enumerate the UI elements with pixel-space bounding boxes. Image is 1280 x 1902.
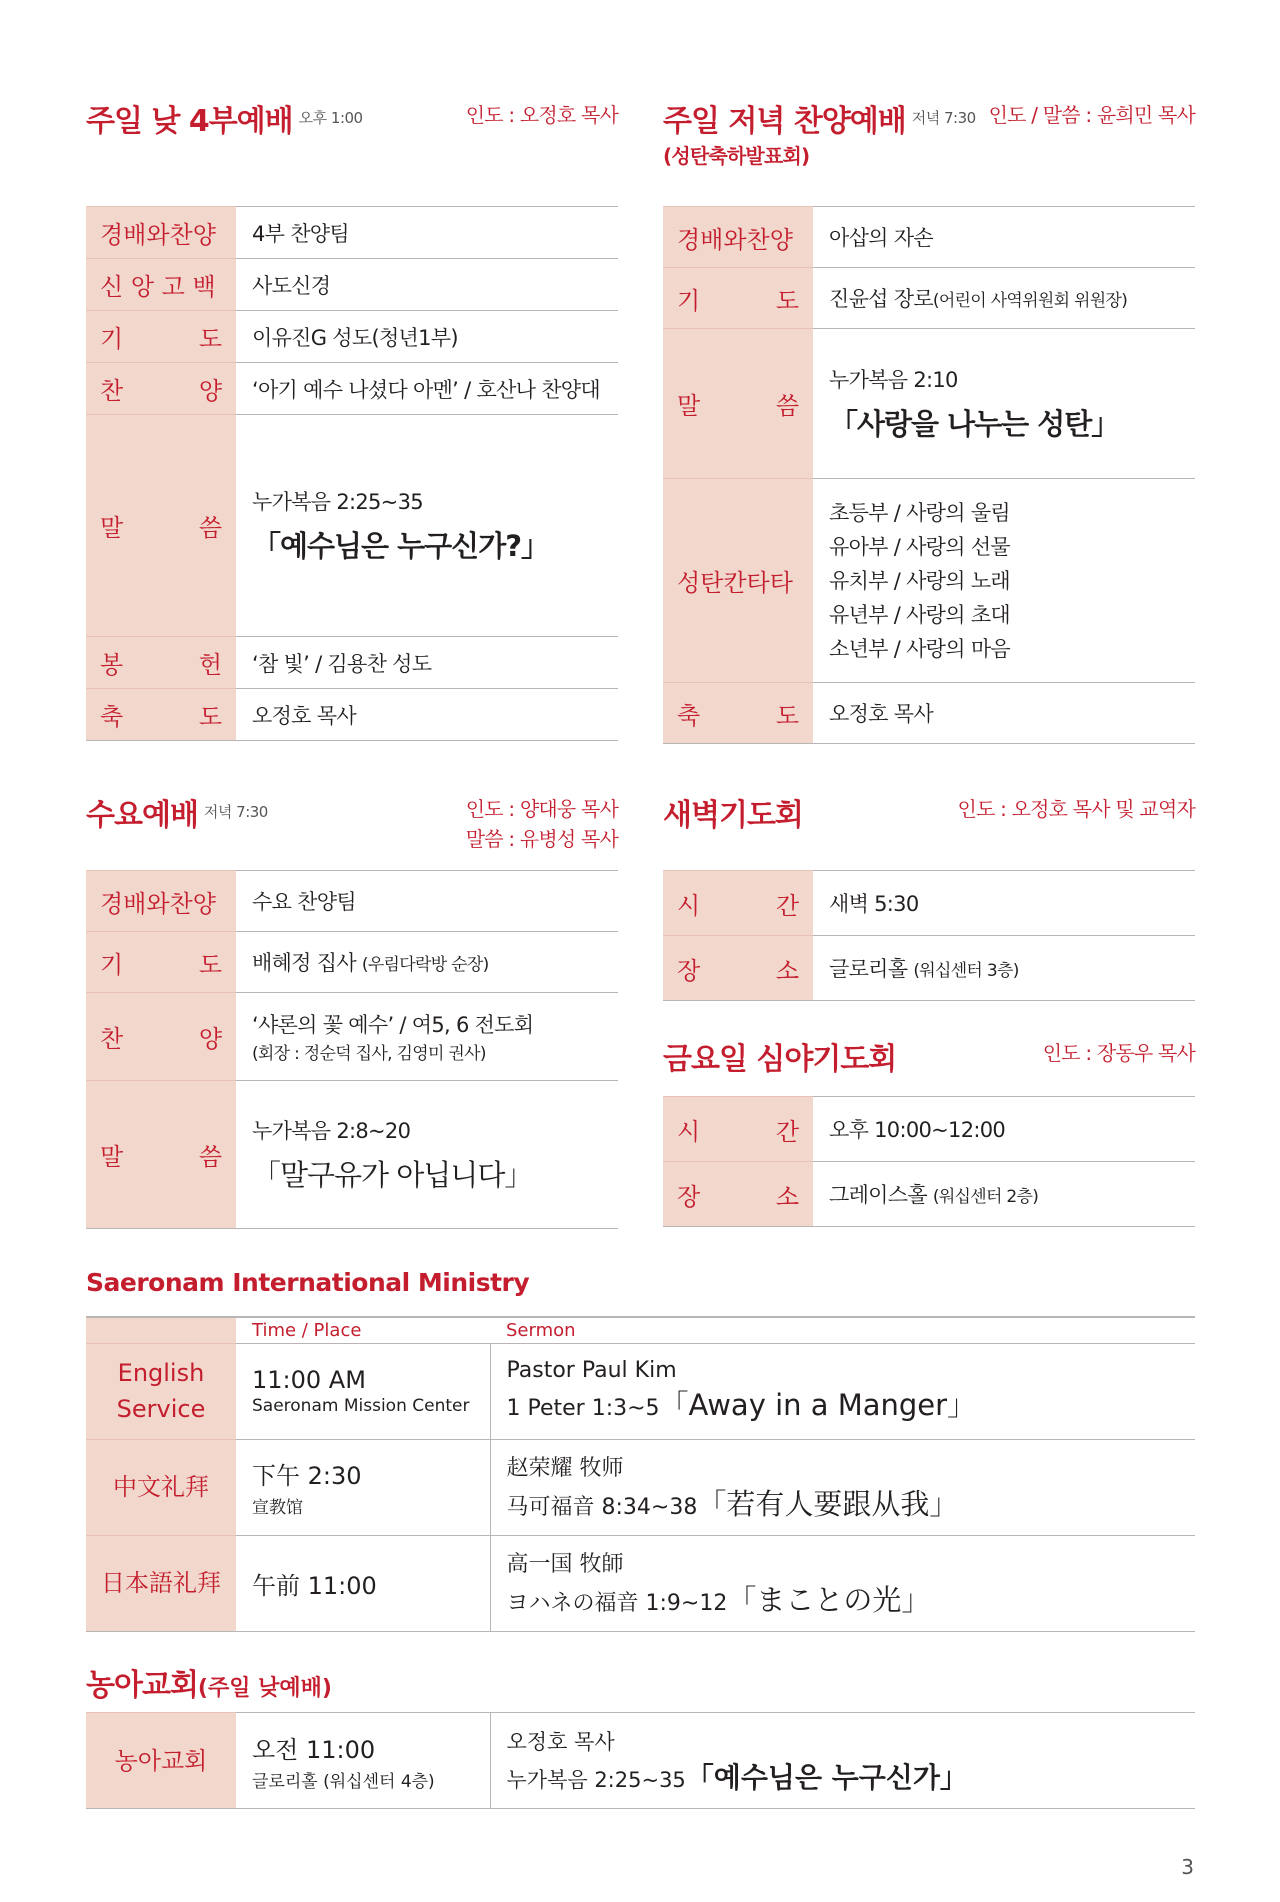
table-row (86, 1081, 618, 1229)
table-row (86, 993, 618, 1081)
table-row (86, 311, 618, 363)
row-label: 축 도 (86, 689, 236, 741)
table-row (663, 1097, 1195, 1162)
table-row (86, 363, 618, 415)
section-time: 저녁 7:30 (203, 803, 268, 821)
row-value: ‘아기 예수 나셨다 아멘’ / 호산나 찬양대 (236, 363, 618, 415)
service-label: 농아교회 (86, 1713, 236, 1809)
row-label: 찬 양 (86, 363, 236, 415)
header-time-place: Time / Place (236, 1317, 490, 1343)
row-value: 사도신경 (236, 259, 618, 311)
section-title: 금요일 심야기도회 (663, 1042, 897, 1077)
order-of-worship-table (86, 870, 618, 1229)
row-label: 경배와찬양 (86, 207, 236, 259)
international-ministry-section (86, 1268, 1195, 1632)
row-label: 기 도 (86, 932, 236, 993)
sunday-evening-service-section (663, 96, 1195, 744)
row-label: 장 소 (663, 936, 813, 1001)
table-row (86, 1439, 1195, 1535)
section-header (663, 1034, 1195, 1096)
table-row (86, 1535, 1195, 1631)
section-header (663, 96, 1195, 206)
header-sermon: Sermon (490, 1317, 1195, 1343)
sermon-title: 「말구유가 아닙니다」 (252, 1158, 533, 1192)
table-row (663, 329, 1195, 479)
row-value: 아삽의 자손 (813, 207, 1195, 268)
prayer-info-table (663, 870, 1195, 1001)
row-value: ‘샤론의 꽃 예수’ / 여5, 6 전도회 (회장 : 정순덕 집사, 김영미 권사) (236, 993, 618, 1081)
service-label: English Service (86, 1343, 236, 1439)
row-label: 경배와찬양 (663, 207, 813, 268)
cantata-item: 유치부 / 사랑의 노래 (829, 568, 1010, 593)
sermon: 高一国 牧師 ヨハネの福音 1:9~12「まことの光」 (490, 1535, 1195, 1631)
table-row (663, 1162, 1195, 1227)
section-header (86, 790, 618, 870)
table-row (86, 932, 618, 993)
time-place: 11:00 AM Saeronam Mission Center (236, 1343, 490, 1439)
row-value: 오정호 목사 (236, 689, 618, 741)
table-row (663, 871, 1195, 936)
section-title: 주일 낮 4부예배 (86, 104, 293, 139)
row-value: 오정호 목사 (813, 683, 1195, 744)
section-header (663, 790, 1195, 870)
sunday-4th-service-section (86, 96, 618, 741)
row-value: 수요 찬양팀 (236, 871, 618, 932)
table-row (663, 936, 1195, 1001)
table-row (86, 1713, 1195, 1809)
deaf-church-section (86, 1660, 1195, 1809)
table-row (86, 689, 618, 741)
row-label: 경배와찬양 (86, 871, 236, 932)
table-row (86, 1343, 1195, 1439)
sermon: Pastor Paul Kim 1 Peter 1:3~5「Away in a Manger」 (490, 1343, 1195, 1439)
section-title: 주일 저녁 찬양예배 (663, 104, 906, 139)
service-label: 中文礼拜 (86, 1439, 236, 1535)
row-label: 성탄칸타타 (663, 479, 813, 683)
section-title: 수요예배 (86, 798, 198, 833)
row-label: 말 씀 (663, 329, 813, 479)
table-row (86, 207, 618, 259)
row-value: 글로리홀 (워십센터 3층) (813, 936, 1195, 1001)
scripture-reference: 누가복음 2:8~20 (252, 1119, 411, 1143)
section-header (86, 96, 618, 206)
section-leader: 인도 / 말씀 : 윤희민 목사 (988, 103, 1195, 127)
section-time: 오후 1:00 (298, 109, 363, 127)
row-label: 장 소 (663, 1162, 813, 1227)
cantata-item: 유아부 / 사랑의 선물 (829, 534, 1010, 559)
section-title: 새벽기도회 (663, 798, 803, 833)
section-leader: 인도 : 장동우 목사 (1042, 1041, 1195, 1065)
table-row (663, 268, 1195, 329)
section-leader: 인도 : 오정호 목사 및 교역자 (957, 797, 1195, 821)
row-value: 4부 찬양팀 (236, 207, 618, 259)
section-leader: 인도 : 오정호 목사 (465, 103, 618, 127)
row-value (236, 1081, 618, 1229)
page-number: 3 (1181, 1855, 1194, 1879)
section-title: Saeronam International Ministry (86, 1268, 530, 1297)
row-value (236, 415, 618, 637)
table-row (86, 415, 618, 637)
row-label: 축 도 (663, 683, 813, 744)
wednesday-service-section (86, 790, 618, 1229)
sermon: 오정호 목사 누가복음 2:25~35「예수님은 누구신가」 (490, 1713, 1195, 1809)
prayer-info-table (663, 1096, 1195, 1227)
row-label: 기 도 (663, 268, 813, 329)
section-time: 저녁 7:30 (911, 109, 976, 127)
cantata-item: 초등부 / 사랑의 울림 (829, 500, 1010, 525)
row-value: 이유진G 성도(청년1부) (236, 311, 618, 363)
section-title: 농아교회 (86, 1668, 198, 1703)
row-label: 시 간 (663, 1097, 813, 1162)
section-header (86, 1660, 1195, 1712)
sermon: 赵荣耀 牧师 马可福音 8:34~38「若有人要跟从我」 (490, 1439, 1195, 1535)
deaf-church-table (86, 1712, 1195, 1809)
row-value: 오후 10:00~12:00 (813, 1097, 1195, 1162)
time-place: 下午 2:30 宣教馆 (236, 1439, 490, 1535)
header-blank (86, 1317, 236, 1343)
row-value (813, 329, 1195, 479)
row-value: ‘참 빛’ / 김용찬 성도 (236, 637, 618, 689)
international-services-table (86, 1316, 1195, 1632)
table-row (86, 871, 618, 932)
row-value: 새벽 5:30 (813, 871, 1195, 936)
order-of-worship-table (86, 206, 618, 741)
row-value (813, 479, 1195, 683)
row-value: 배혜정 집사 (우림다락방 순장) (236, 932, 618, 993)
row-label: 기 도 (86, 311, 236, 363)
table-row (86, 637, 618, 689)
table-row (663, 207, 1195, 268)
table-header-row (86, 1317, 1195, 1343)
section-leader: 인도 : 양대웅 목사 말씀 : 유병성 목사 (465, 797, 618, 851)
row-label: 봉 헌 (86, 637, 236, 689)
order-of-worship-table (663, 206, 1195, 744)
row-value: 그레이스홀 (워십센터 2층) (813, 1162, 1195, 1227)
sermon-title: 「사랑을 나누는 성탄」 (829, 407, 1120, 441)
time-place: 午前 11:00 (236, 1535, 490, 1631)
friday-prayer-section (663, 1034, 1195, 1227)
row-label: 신 앙 고 백 (86, 259, 236, 311)
row-label: 말 씀 (86, 1081, 236, 1229)
row-label: 시 간 (663, 871, 813, 936)
time-place: 오전 11:00 글로리홀 (워십센터 4층) (236, 1713, 490, 1809)
sermon-title: 「예수님은 누구신가?」 (252, 529, 550, 563)
row-label: 찬 양 (86, 993, 236, 1081)
dawn-prayer-section (663, 790, 1195, 1001)
table-row (663, 683, 1195, 744)
row-value: 진윤섭 장로(어린이 사역위원회 위원장) (813, 268, 1195, 329)
service-label: 日本語礼拜 (86, 1535, 236, 1631)
section-subtitle: (성탄축하발표회) (663, 144, 810, 168)
scripture-reference: 누가복음 2:10 (829, 368, 958, 392)
row-label: 말 씀 (86, 415, 236, 637)
cantata-item: 소년부 / 사랑의 마음 (829, 636, 1010, 661)
scripture-reference: 누가복음 2:25~35 (252, 490, 423, 514)
cantata-item: 유년부 / 사랑의 초대 (829, 602, 1010, 627)
table-row (86, 259, 618, 311)
section-subtitle: (주일 낮예배) (197, 1676, 332, 1701)
table-row (663, 479, 1195, 683)
